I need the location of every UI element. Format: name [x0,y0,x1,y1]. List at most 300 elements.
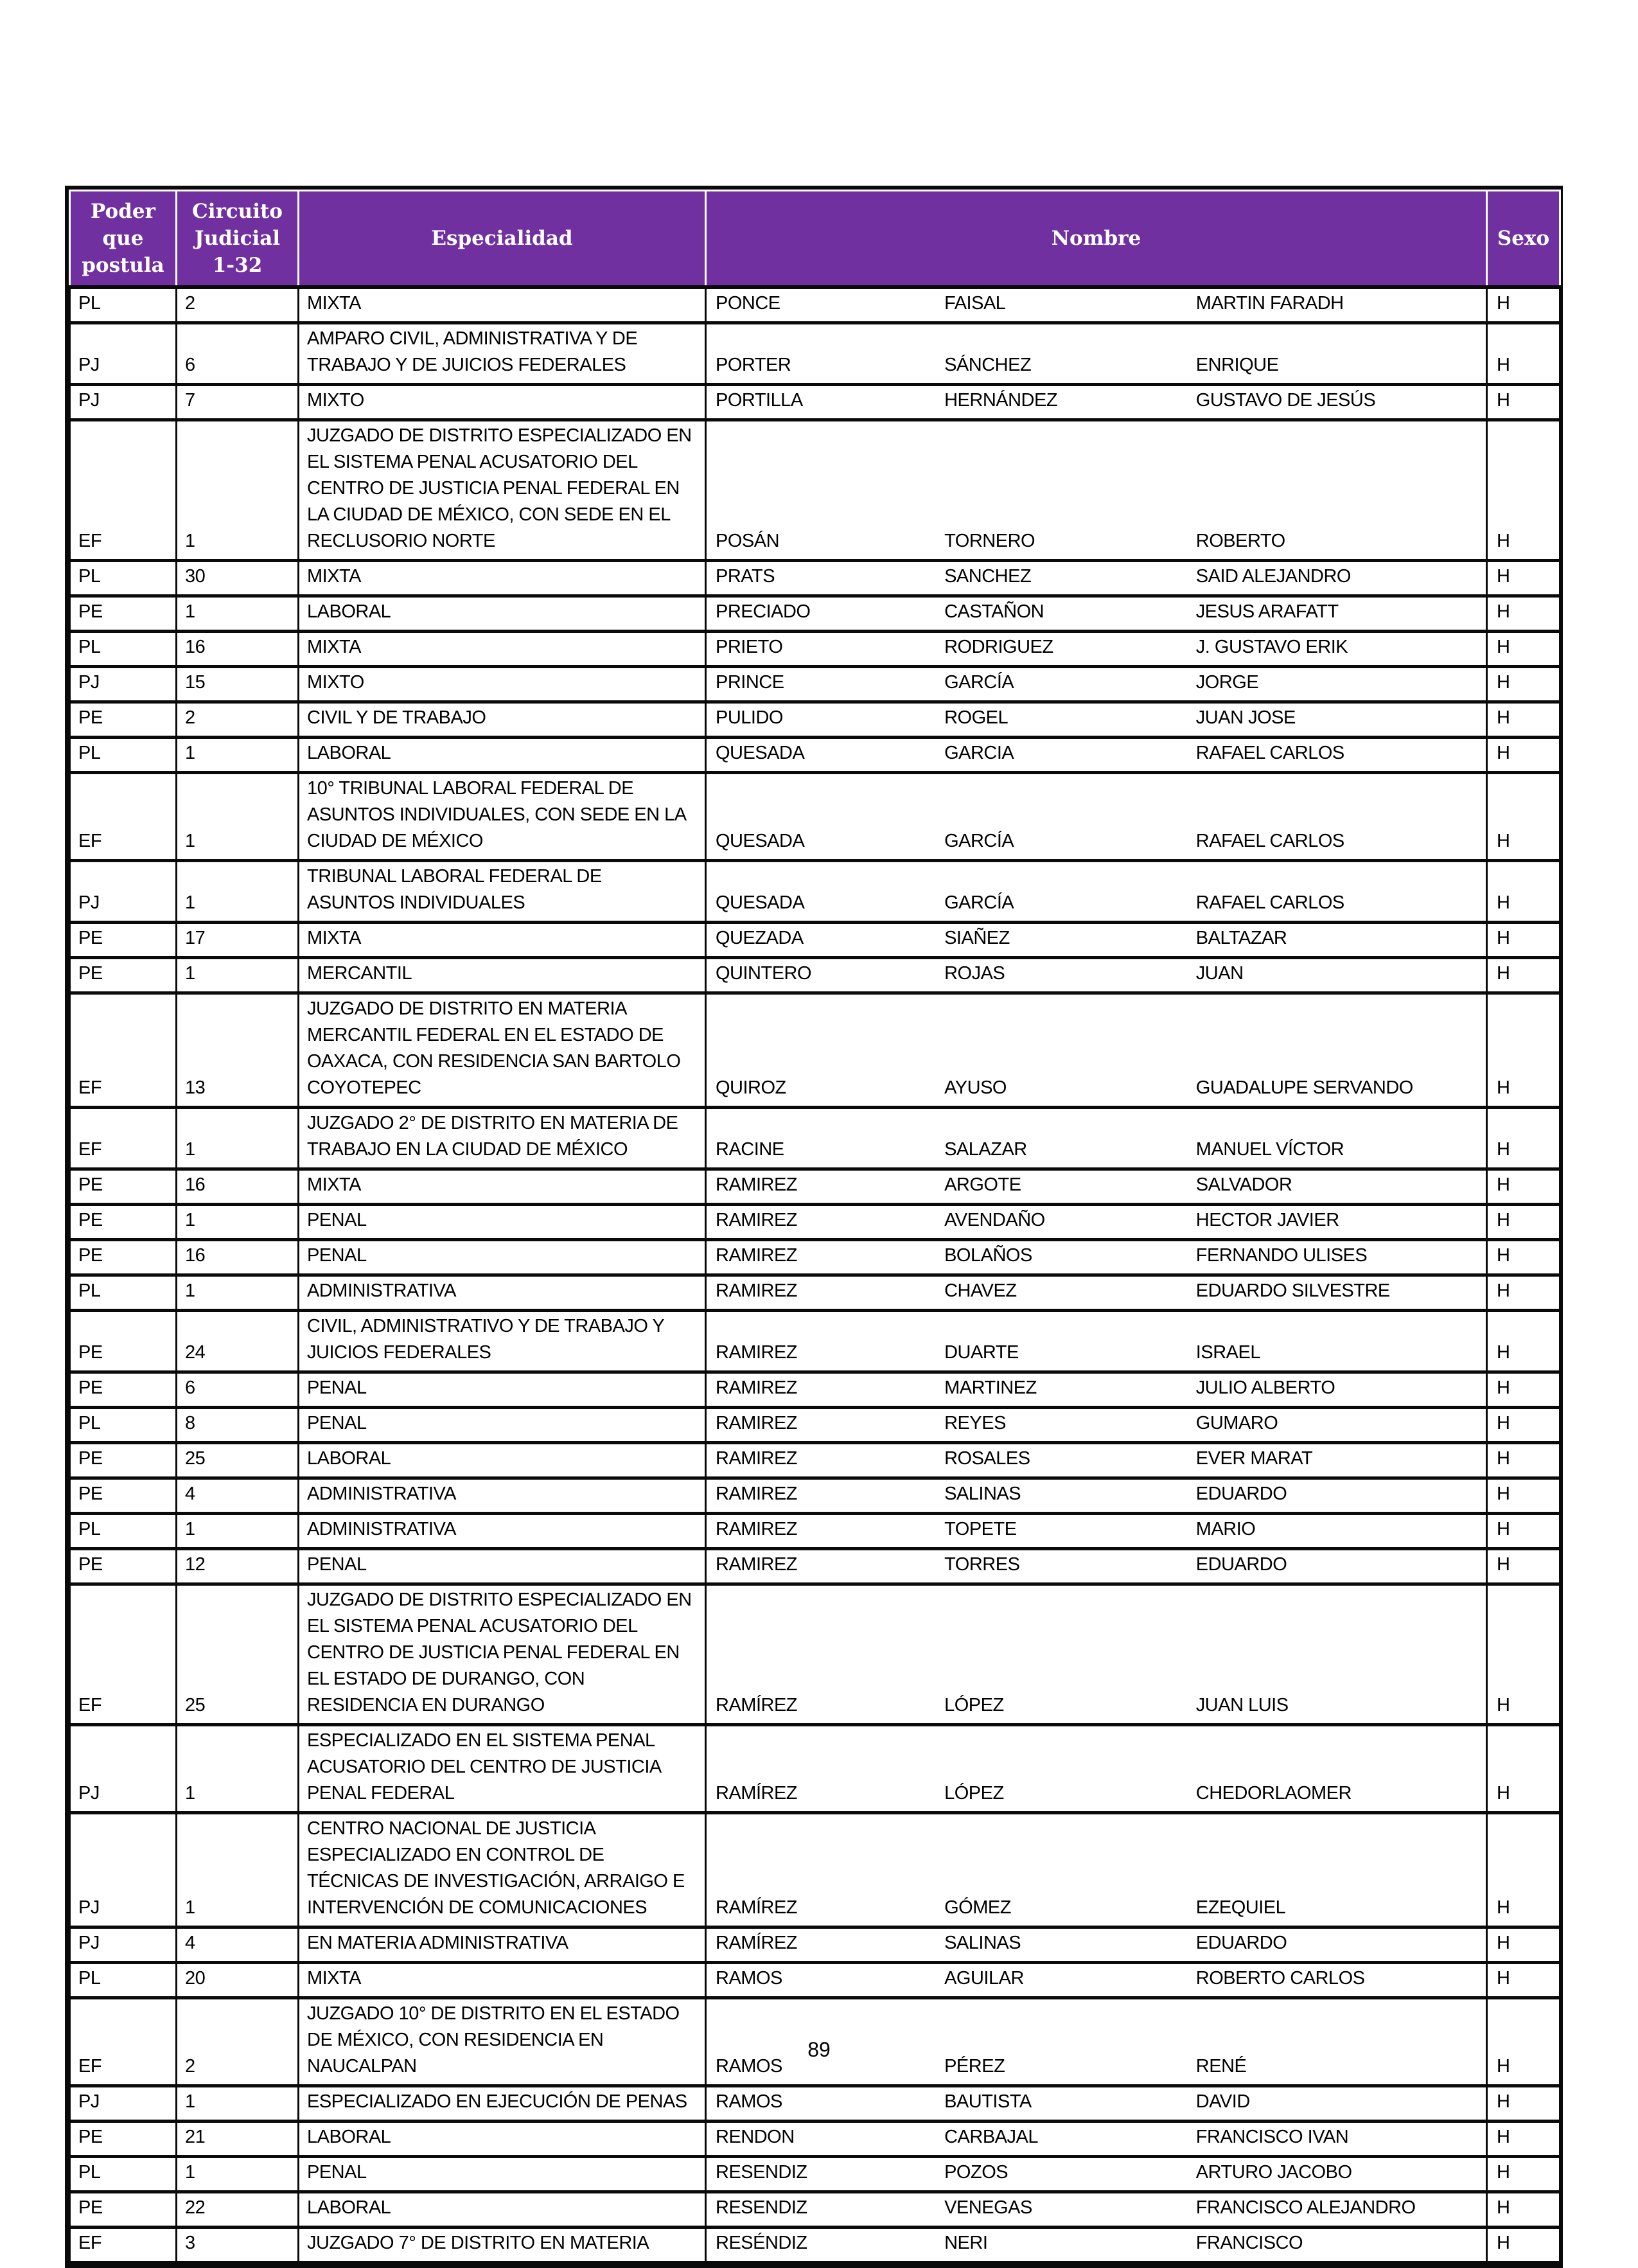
cell-nombres: BALTAZAR [1195,928,1287,948]
cell-nombres: CHEDORLAOMER [1195,1783,1352,1803]
cell-sexo: H [1487,702,1560,738]
cell-apellido-materno: POZOS [944,2162,1008,2183]
cell-nombres: ROBERTO [1195,531,1285,551]
table-row [70,561,1560,596]
cell-especialidad: MIXTA [299,923,706,958]
cell-apellido-paterno: PORTILLA [716,390,803,411]
cell-sexo: H [1487,923,1560,958]
cell-nombre [706,993,1487,1108]
cell-nombres: JULIO ALBERTO [1195,1378,1335,1398]
cell-nombres: ISRAEL [1195,1342,1260,1363]
cell-apellido-paterno: RAMIREZ [716,1484,797,1504]
cell-apellido-paterno: RAMIREZ [716,1378,797,1398]
cell-especialidad: MIXTA [299,287,706,323]
col-header-circuito: Circuito Judicial 1-32 [177,191,299,288]
cell-sexo: H [1487,1584,1560,1725]
cell-poder: PL [70,1514,177,1549]
cell-apellido-paterno: RAMÍREZ [716,1783,797,1803]
cell-apellido-materno: AYUSO [944,1077,1007,1098]
table-row [70,1549,1560,1584]
page-number: 89 [807,2038,831,2061]
cell-circuito: 1 [177,1275,299,1311]
cell-sexo: H [1487,1108,1560,1169]
table-body [70,287,1560,2263]
cell-especialidad: PENAL [299,1240,706,1275]
table-row [70,861,1560,923]
cell-nombre [706,1108,1487,1169]
cell-especialidad: LABORAL [299,738,706,773]
table-row [70,773,1560,861]
cell-especialidad: MIXTA [299,632,706,667]
cell-circuito: 21 [177,2122,299,2157]
table-row [70,2086,1560,2122]
cell-nombre [706,773,1487,861]
table-row [70,596,1560,632]
cell-nombres: FRANCISCO ALEJANDRO [1195,2197,1416,2218]
cell-nombres: J. GUSTAVO ERIK [1195,637,1348,657]
cell-especialidad: ESPECIALIZADO EN EL SISTEMA PENAL ACUSATORIO DEL CENTRO DE JUSTICIA PENAL FEDERAL [299,1725,706,1813]
cell-circuito: 1 [177,2086,299,2122]
cell-nombre [706,2122,1487,2157]
cell-especialidad: PENAL [299,2157,706,2192]
cell-circuito: 16 [177,1240,299,1275]
cell-especialidad: MIXTA [299,1963,706,1998]
cell-especialidad: LABORAL [299,1443,706,1478]
cell-poder: PL [70,632,177,667]
cell-nombres: EDUARDO [1195,1484,1287,1504]
cell-circuito: 6 [177,1372,299,1408]
cell-circuito: 2 [177,702,299,738]
table-row [70,385,1560,420]
cell-especialidad: MIXTA [299,561,706,596]
cell-apellido-materno: GARCÍA [944,892,1014,913]
cell-nombre [706,1927,1487,1963]
cell-apellido-paterno: RAMIREZ [716,1280,797,1301]
cell-apellido-materno: CARBAJAL [944,2127,1038,2147]
cell-poder: PJ [70,1813,177,1927]
table-row [70,2157,1560,2192]
cell-sexo: H [1487,958,1560,993]
cell-especialidad: JUZGADO 2° DE DISTRITO EN MATERIA DE TRABAJO EN LA CIUDAD DE MÉXICO [299,1108,706,1169]
cell-circuito: 1 [177,1108,299,1169]
cell-nombres: GUSTAVO DE JESÚS [1195,390,1376,411]
cell-especialidad: PENAL [299,1372,706,1408]
cell-circuito: 1 [177,773,299,861]
table-row [70,1169,1560,1205]
cell-poder: PJ [70,385,177,420]
cell-especialidad: ESPECIALIZADO EN EJECUCIÓN DE PENAS [299,2086,706,2122]
candidates-table [69,190,1561,2264]
cell-sexo: H [1487,1240,1560,1275]
cell-sexo: H [1487,1998,1560,2086]
cell-apellido-paterno: RAMOS [716,1968,782,1989]
cell-apellido-materno: GÓMEZ [944,1897,1011,1918]
cell-nombres: GUMARO [1195,1413,1278,1433]
cell-apellido-paterno: PRECIADO [716,601,811,622]
cell-circuito: 22 [177,2192,299,2228]
cell-nombre [706,1443,1487,1478]
cell-nombre [706,2157,1487,2192]
cell-nombres: JESUS ARAFATT [1195,601,1339,622]
cell-nombre [706,1275,1487,1311]
cell-nombres: ARTURO JACOBO [1195,2162,1352,2183]
cell-sexo: H [1487,287,1560,323]
cell-sexo: H [1487,1205,1560,1240]
table-row [70,1963,1560,1998]
table-row [70,738,1560,773]
table-row [70,1813,1560,1927]
cell-circuito: 25 [177,1584,299,1725]
cell-apellido-paterno: PULIDO [716,707,783,728]
table-row [70,1275,1560,1311]
cell-apellido-materno: ARGOTE [944,1174,1021,1195]
cell-nombre [706,561,1487,596]
cell-especialidad: AMPARO CIVIL, ADMINISTRATIVA Y DE TRABAJO Y DE JUICIOS FEDERALES [299,323,706,385]
cell-circuito: 12 [177,1549,299,1584]
cell-nombres: SALVADOR [1195,1174,1292,1195]
table-row [70,1205,1560,1240]
cell-poder: PJ [70,1725,177,1813]
cell-nombres: EVER MARAT [1195,1448,1313,1469]
cell-nombre [706,1408,1487,1443]
cell-nombres: EZEQUIEL [1195,1897,1286,1918]
table-row [70,993,1560,1108]
cell-especialidad: LABORAL [299,2122,706,2157]
cell-nombre [706,1478,1487,1514]
cell-nombres: HECTOR JAVIER [1195,1210,1339,1230]
cell-sexo: H [1487,1311,1560,1372]
cell-poder: PE [70,923,177,958]
cell-circuito: 4 [177,1927,299,1963]
cell-circuito: 24 [177,1311,299,1372]
cell-apellido-paterno: RENDON [716,2127,795,2147]
cell-sexo: H [1487,596,1560,632]
table-header [70,191,1560,288]
cell-circuito: 20 [177,1963,299,1998]
cell-nombre [706,1813,1487,1927]
cell-poder: PJ [70,861,177,923]
cell-apellido-materno: SALAZAR [944,1139,1027,1160]
table-row [70,287,1560,323]
cell-especialidad: JUZGADO DE DISTRITO ESPECIALIZADO EN EL SISTEMA PENAL ACUSATORIO DEL CENTRO DE JUSTICIA PENAL FEDERAL EN LA CIUDAD DE MÉXICO, CON SEDE EN EL RECLUSORIO NORTE [299,420,706,561]
table-row [70,1408,1560,1443]
cell-sexo: H [1487,738,1560,773]
cell-poder: PJ [70,667,177,702]
cell-nombre [706,738,1487,773]
cell-nombre [706,1372,1487,1408]
cell-nombres: EDUARDO [1195,1554,1287,1575]
cell-circuito: 1 [177,1205,299,1240]
cell-nombre [706,1240,1487,1275]
cell-apellido-paterno: QUESADA [716,892,805,913]
cell-apellido-paterno: RAMIREZ [716,1245,797,1266]
cell-especialidad: PENAL [299,1408,706,1443]
cell-apellido-materno: SÁNCHEZ [944,355,1032,375]
table-row [70,923,1560,958]
cell-apellido-materno: RODRIGUEZ [944,637,1053,657]
cell-poder: PE [70,1372,177,1408]
cell-apellido-materno: BOLAÑOS [944,1245,1032,1266]
cell-apellido-paterno: PORTER [716,355,791,375]
cell-poder: PL [70,561,177,596]
cell-nombre [706,596,1487,632]
cell-sexo: H [1487,385,1560,420]
cell-sexo: H [1487,2228,1560,2263]
cell-circuito: 1 [177,738,299,773]
table-row [70,323,1560,385]
cell-sexo: H [1487,993,1560,1108]
table-row [70,420,1560,561]
cell-nombre [706,385,1487,420]
cell-poder: PJ [70,323,177,385]
cell-nombre [706,632,1487,667]
cell-apellido-paterno: RAMIREZ [716,1448,797,1469]
cell-apellido-materno: FAISAL [944,293,1006,314]
cell-nombre [706,2228,1487,2263]
cell-apellido-materno: REYES [944,1413,1006,1433]
cell-especialidad: JUZGADO 10° DE DISTRITO EN EL ESTADO DE MÉXICO, CON RESIDENCIA EN NAUCALPAN [299,1998,706,2086]
table-row [70,958,1560,993]
cell-circuito: 30 [177,561,299,596]
cell-nombre [706,1549,1487,1584]
cell-apellido-paterno: RAMIREZ [716,1519,797,1539]
cell-apellido-materno: GARCÍA [944,672,1014,693]
cell-apellido-paterno: RAMÍREZ [716,1695,797,1715]
cell-apellido-paterno: QUEZADA [716,928,804,948]
cell-apellido-materno: AGUILAR [944,1968,1024,1989]
cell-sexo: H [1487,1725,1560,1813]
cell-nombres: JUAN LUIS [1195,1695,1289,1715]
cell-circuito: 1 [177,1514,299,1549]
cell-apellido-materno: ROJAS [944,963,1005,984]
cell-especialidad: ADMINISTRATIVA [299,1514,706,1549]
cell-poder: PL [70,1408,177,1443]
table-row [70,632,1560,667]
cell-nombre [706,702,1487,738]
cell-poder: EF [70,2228,177,2263]
cell-apellido-paterno: RESENDIZ [716,2162,807,2183]
cell-poder: EF [70,1584,177,1725]
cell-apellido-paterno: QUIROZ [716,1077,786,1098]
cell-sexo: H [1487,2192,1560,2228]
cell-poder: PE [70,2192,177,2228]
cell-sexo: H [1487,1927,1560,1963]
cell-nombre [706,1584,1487,1725]
cell-sexo: H [1487,861,1560,923]
cell-poder: PL [70,1275,177,1311]
cell-nombres: FERNANDO ULISES [1195,1245,1368,1266]
table-row [70,702,1560,738]
cell-especialidad: JUZGADO DE DISTRITO EN MATERIA MERCANTIL FEDERAL EN EL ESTADO DE OAXACA, CON RESIDENCIA SAN BARTOLO COYOTEPEC [299,993,706,1108]
cell-poder: PL [70,287,177,323]
cell-nombres: EDUARDO SILVESTRE [1195,1280,1390,1301]
cell-poder: PL [70,1963,177,1998]
cell-circuito: 1 [177,596,299,632]
cell-nombre [706,2192,1487,2228]
table-row [70,1927,1560,1963]
cell-especialidad: PENAL [299,1205,706,1240]
cell-nombres: FRANCISCO IVAN [1195,2127,1349,2147]
cell-sexo: H [1487,1549,1560,1584]
cell-apellido-materno: GARCÍA [944,831,1014,851]
cell-poder: PE [70,2122,177,2157]
cell-circuito: 1 [177,1813,299,1927]
cell-sexo: H [1487,1514,1560,1549]
col-header-nombre: Nombre [706,191,1487,288]
cell-especialidad: LABORAL [299,2192,706,2228]
cell-poder: PE [70,1478,177,1514]
cell-apellido-paterno: RAMIREZ [716,1554,797,1575]
cell-apellido-paterno: RAMIREZ [716,1342,797,1363]
table-row [70,1311,1560,1372]
cell-nombre [706,287,1487,323]
cell-nombre [706,323,1487,385]
cell-circuito: 7 [177,385,299,420]
table-row [70,1725,1560,1813]
cell-apellido-materno: SALINAS [944,1933,1021,1953]
cell-nombre [706,1205,1487,1240]
cell-sexo: H [1487,667,1560,702]
cell-poder: PE [70,1240,177,1275]
cell-especialidad: CENTRO NACIONAL DE JUSTICIA ESPECIALIZADO EN CONTROL DE TÉCNICAS DE INVESTIGACIÓN, ARRAIGO E INTERVENCIÓN DE COMUNICACIONES [299,1813,706,1927]
cell-poder: PJ [70,1927,177,1963]
cell-apellido-materno: CHAVEZ [944,1280,1017,1301]
cell-especialidad: ADMINISTRATIVA [299,1275,706,1311]
cell-poder: PE [70,1549,177,1584]
cell-sexo: H [1487,2122,1560,2157]
cell-sexo: H [1487,1443,1560,1478]
cell-sexo: H [1487,1813,1560,1927]
cell-apellido-paterno: RAMIREZ [716,1210,797,1230]
cell-apellido-materno: TOPETE [944,1519,1017,1539]
cell-sexo: H [1487,323,1560,385]
cell-circuito: 2 [177,1998,299,2086]
cell-especialidad: CIVIL Y DE TRABAJO [299,702,706,738]
cell-apellido-paterno: RACINE [716,1139,784,1160]
table-row [70,1108,1560,1169]
col-header-poder: Poder que postula [70,191,177,288]
cell-nombres: ROBERTO CARLOS [1195,1968,1365,1989]
cell-poder: EF [70,420,177,561]
cell-especialidad: EN MATERIA ADMINISTRATIVA [299,1927,706,1963]
cell-nombres: EDUARDO [1195,1933,1287,1953]
cell-poder: PE [70,1205,177,1240]
cell-poder: PE [70,596,177,632]
cell-apellido-materno: AVENDAÑO [944,1210,1045,1230]
cell-nombres: SAID ALEJANDRO [1195,566,1351,587]
cell-nombres: MARTIN FARADH [1195,293,1344,314]
cell-sexo: H [1487,773,1560,861]
cell-sexo: H [1487,1408,1560,1443]
cell-apellido-paterno: RAMIREZ [716,1174,797,1195]
cell-apellido-materno: VENEGAS [944,2197,1032,2218]
cell-apellido-materno: HERNÁNDEZ [944,390,1058,411]
cell-circuito: 16 [177,632,299,667]
cell-circuito: 1 [177,958,299,993]
cell-poder: EF [70,1108,177,1169]
cell-poder: PL [70,738,177,773]
cell-sexo: H [1487,2157,1560,2192]
cell-circuito: 6 [177,323,299,385]
table-row [70,667,1560,702]
cell-circuito: 1 [177,861,299,923]
table-row [70,2122,1560,2157]
cell-nombres: RAFAEL CARLOS [1195,831,1344,851]
cell-apellido-materno: CASTAÑON [944,601,1044,622]
cell-apellido-paterno: RESÉNDIZ [716,2233,807,2253]
cell-poder: EF [70,773,177,861]
cell-nombres: GUADALUPE SERVANDO [1195,1077,1413,1098]
cell-especialidad: 10° TRIBUNAL LABORAL FEDERAL DE ASUNTOS INDIVIDUALES, CON SEDE EN LA CIUDAD DE MÉXICO [299,773,706,861]
cell-apellido-materno: TORNERO [944,531,1035,551]
cell-circuito: 3 [177,2228,299,2263]
cell-apellido-paterno: QUESADA [716,831,805,851]
cell-apellido-paterno: PONCE [716,293,780,314]
cell-poder: PE [70,702,177,738]
cell-circuito: 15 [177,667,299,702]
cell-apellido-materno: PÉREZ [944,2056,1005,2077]
cell-poder: PE [70,1443,177,1478]
cell-circuito: 17 [177,923,299,958]
cell-apellido-materno: SIAÑEZ [944,928,1010,948]
table-row [70,2228,1560,2263]
cell-circuito: 25 [177,1443,299,1478]
cell-circuito: 1 [177,420,299,561]
cell-apellido-materno: ROGEL [944,707,1008,728]
table-row [70,1514,1560,1549]
cell-nombre [706,1514,1487,1549]
col-header-especialidad: Especialidad [299,191,706,288]
cell-apellido-materno: ROSALES [944,1448,1030,1469]
cell-apellido-paterno: QUESADA [716,743,805,763]
table-row [70,1372,1560,1408]
cell-circuito: 2 [177,287,299,323]
cell-circuito: 1 [177,1725,299,1813]
candidates-table-wrapper [65,186,1563,2268]
cell-apellido-materno: MARTINEZ [944,1378,1037,1398]
cell-nombre [706,1311,1487,1372]
cell-nombres: MANUEL VÍCTOR [1195,1139,1344,1160]
cell-nombre [706,2086,1487,2122]
cell-nombre [706,958,1487,993]
cell-apellido-paterno: RAMIREZ [716,1413,797,1433]
cell-poder: PL [70,2157,177,2192]
cell-apellido-materno: GARCIA [944,743,1014,763]
cell-nombre [706,923,1487,958]
cell-especialidad: PENAL [299,1549,706,1584]
cell-especialidad: MIXTA [299,1169,706,1205]
cell-nombre [706,667,1487,702]
cell-apellido-materno: NERI [944,2233,988,2253]
cell-circuito: 8 [177,1408,299,1443]
cell-nombres: DAVID [1195,2091,1250,2112]
cell-apellido-materno: SANCHEZ [944,566,1032,587]
cell-apellido-materno: LÓPEZ [944,1783,1004,1803]
cell-apellido-paterno: POSÁN [716,531,780,551]
cell-sexo: H [1487,420,1560,561]
cell-especialidad: MIXTO [299,667,706,702]
cell-nombre [706,861,1487,923]
cell-sexo: H [1487,632,1560,667]
cell-especialidad: JUZGADO DE DISTRITO ESPECIALIZADO EN EL SISTEMA PENAL ACUSATORIO DEL CENTRO DE JUSTICIA PENAL FEDERAL EN EL ESTADO DE DURANGO, CON RESIDENCIA EN DURANGO [299,1584,706,1725]
cell-sexo: H [1487,1169,1560,1205]
cell-nombres: JUAN [1195,963,1244,984]
cell-poder: PE [70,1311,177,1372]
cell-sexo: H [1487,561,1560,596]
cell-nombres: JUAN JOSE [1195,707,1296,728]
cell-especialidad: JUZGADO 7° DE DISTRITO EN MATERIA [299,2228,706,2263]
table-row [70,1443,1560,1478]
